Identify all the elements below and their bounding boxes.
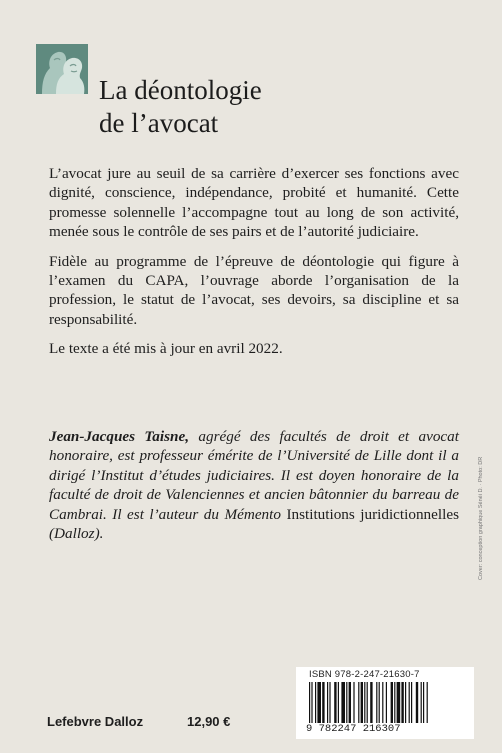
barcode-bar: [311, 682, 312, 724]
barcode-bar: [329, 682, 330, 724]
barcode-bar: [361, 682, 363, 724]
barcode-bar: [370, 682, 372, 724]
publisher-name: Lefebvre Dalloz: [47, 714, 144, 729]
barcode-bar: [334, 682, 336, 724]
author-name: Jean-Jacques Taisne,: [49, 428, 190, 445]
barcode-bar: [376, 682, 377, 724]
barcode-bar: [416, 682, 418, 724]
ean-digits: 9 782247 216307: [306, 723, 474, 735]
barcode-bar: [322, 682, 324, 724]
barcode-bar: [423, 682, 424, 724]
barcode-bar: [427, 682, 428, 724]
barcode-bar: [409, 682, 410, 724]
book-title-line-1: La déontologie: [99, 75, 262, 105]
description-paragraph-1: L’avocat jure au seuil de sa carrière d’exercer ses fonctions avec dignité, conscience, indépendance, probité et humanité. Cette promesse solennelle l’accompagne tout au long de son activité, menée sous le contrôle de ses pairs et de l’autorité judiciaire.: [49, 165, 459, 241]
barcode-bar: [353, 682, 354, 724]
cover-credit: Cover: conception graphique Sénéi D. · Photo: DR: [478, 456, 484, 580]
barcode-bar: [386, 682, 387, 724]
barcode-bar: [367, 682, 368, 724]
barcode-bar: [405, 682, 406, 724]
barcode-bar: [309, 682, 310, 724]
author-work-title: Institutions juridictionnelles: [286, 505, 459, 523]
barcode-bar: [382, 682, 383, 724]
author-bio: [49, 427, 459, 543]
barcode-bar: [358, 682, 359, 724]
barcode-bar: [338, 682, 339, 724]
book-title-line-2: de l’avocat: [99, 108, 219, 138]
isbn-label: ISBN 978-2-247-21630-7: [309, 669, 420, 680]
description-paragraph-2: Fidèle au programme de l’épreuve de déontologie qui figure à l’examen du CAPA, l’ouvrage aborde l’organisation de la profession, le statut de l’avocat, ses devoirs, sa discipline et sa responsabilité.: [49, 252, 459, 328]
barcode-bar: [379, 682, 380, 724]
barcode-bar: [394, 682, 395, 724]
barcode-bar: [349, 682, 351, 724]
price: 12,90 €: [187, 714, 231, 729]
description: [49, 164, 459, 369]
barcode-bar: [341, 682, 345, 724]
barcode-bar: [364, 682, 365, 724]
barcode-bar: [317, 682, 321, 724]
book-title: [99, 74, 262, 140]
barcode-bar: [327, 682, 328, 724]
author-bio-text-1: agrégé des facultés de droit et avocat honoraire, est professeur émérite de l’Université de Lille dont il a dirigé l’Institut d’études judiciaires. Il est doyen honoraire de la faculté de droit de Valenciennes et ancien bâtonnier du barreau de Cambrai. Il est l’auteur du Mémento: [49, 428, 459, 523]
barcode-icon: [309, 682, 469, 724]
barcode-bar: [397, 682, 401, 724]
barcode-bar: [411, 682, 412, 724]
author-bio-text-2: (Dalloz).: [49, 525, 104, 543]
barcode-bar: [315, 682, 316, 724]
barcode-bar: [421, 682, 422, 724]
sculpted-heads-icon: [36, 44, 88, 94]
barcode-bar: [391, 682, 393, 724]
description-paragraph-3: Le texte a été mis à jour en avril 2022.: [49, 340, 283, 358]
barcode-bar: [401, 682, 403, 724]
barcode-bar: [346, 682, 347, 724]
